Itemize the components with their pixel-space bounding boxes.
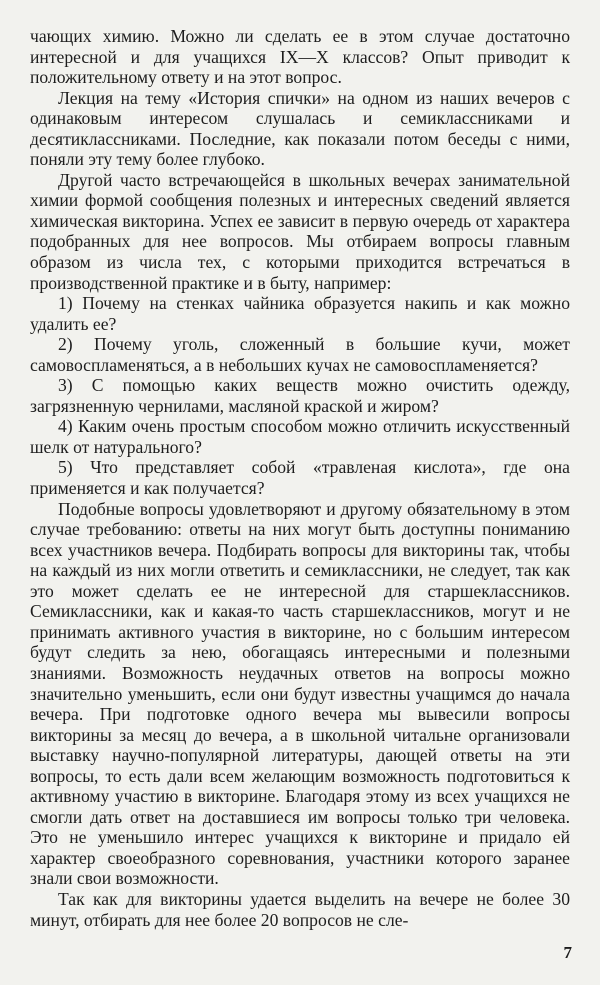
paragraph-5: Так как для викторины удается выделить на вечере не более 30 минут, отбирать для нее более 20 вопросов не сле-	[30, 888, 570, 930]
paragraph-1: чающих химию. Можно ли сделать ее в этом случае достаточно интересной и для учащихся IX—X классов? Опыт приводит к положительному ответу и на этот вопрос.	[30, 26, 570, 88]
page-number: 7	[563, 943, 572, 962]
question-2: 2) Почему уголь, сложенный в большие кучи, может самовоспламеняться, а в небольших кучах не самовоспламеняется?	[30, 334, 570, 375]
paragraph-3: Другой часто встречающейся в школьных вечерах занимательной химии формой сообщения полезных и интересных сведений является химическая викторина. Успех ее зависит в первую очередь от характера подобранных для нее вопросов. Мы отбираем вопросы главным образом из числа тех, с которыми приходится встречаться в производственной практике и в быту, например:	[30, 169, 570, 293]
body-text	[30, 26, 570, 930]
question-4: 4) Каким очень простым способом можно отличить искусственный шелк от натурального?	[30, 416, 570, 457]
paragraph-2: Лекция на тему «История спички» на одном из наших вечеров с одинаковым интересом слушалась и семиклассниками и десятиклассниками. Последние, как показали потом беседы с ними, поняли эту тему более глубоко.	[30, 87, 570, 170]
question-1: 1) Почему на стенках чайника образуется накипь и как можно удалить ее?	[30, 293, 570, 334]
question-3: 3) С помощью каких веществ можно очистить одежду, загрязненную чернилами, масляной краской и жиром?	[30, 375, 570, 416]
paragraph-4: Подобные вопросы удовлетворяют и другому обязательному в этом случае требованию: ответы на них могут быть доступны пониманию всех участников вечера. Подбирать вопросы для викторины так, чтобы на каждый из них могли ответить и семиклассники, не следует, так как это может сделать ее не интересной для старшеклассников. Семиклассники, как и какая-то часть старшеклассников, могут и не принимать активного участия в викторине, но с большим интересом будут следить за нею, обогащаясь интересными и полезными знаниями. Возможность неудачных ответов на вопросы можно значительно уменьшить, если они будут известны учащимся до начала вечера. При подготовке одного вечера мы вывесили вопросы викторины за месяц до вечера, а в школьной читальне организовали выставку научно-популярной литературы, дающей ответы на эти вопросы, то есть дали всем желающим возможность подготовиться к активному участию в викторине. Благодаря этому из всех учащихся не смогли дать ответ на доставшиеся им вопросы только три человека. Это не уменьшило интерес учащихся к викторине и придало ей характер своеобразного соревнования, участники которого заранее знали свои возможности.	[30, 498, 570, 889]
question-5: 5) Что представляет собой «травленая кислота», где она применяется и как получается?	[30, 457, 570, 499]
